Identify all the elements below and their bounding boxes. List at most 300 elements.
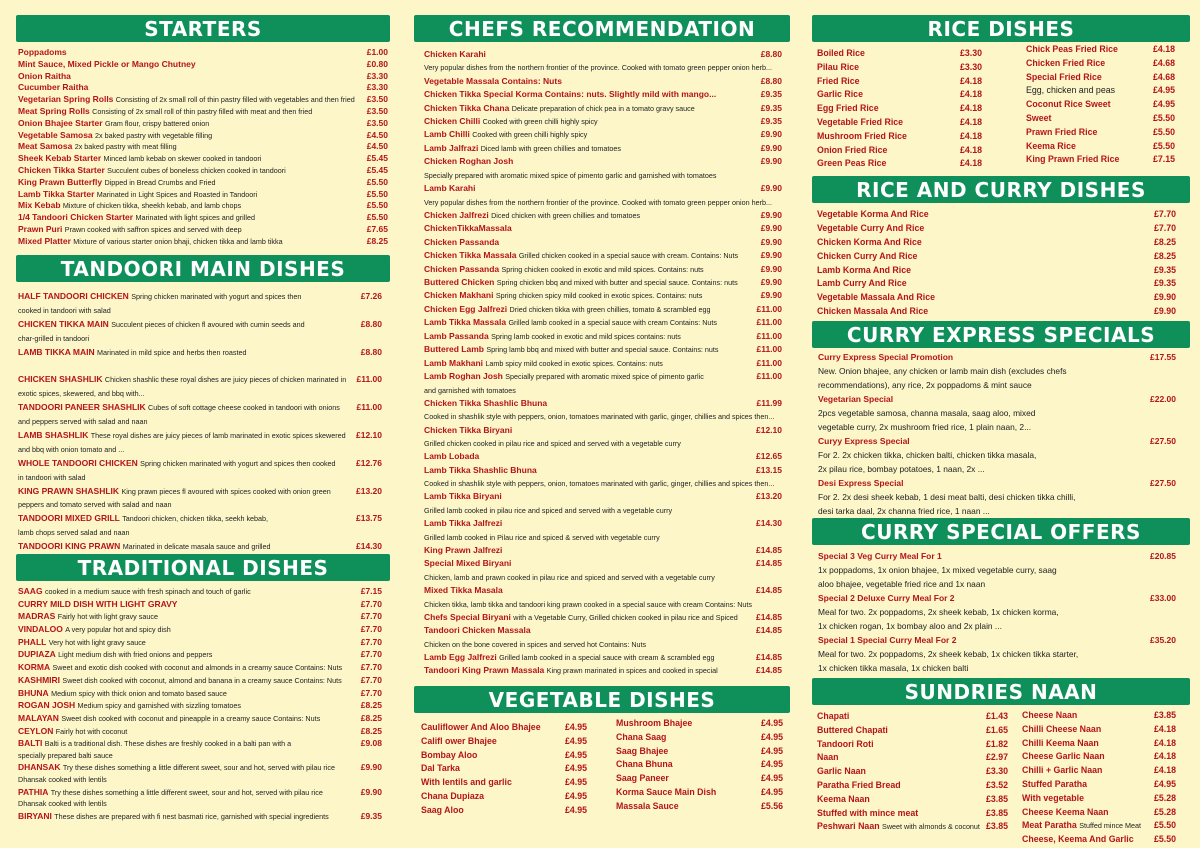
item-price: £11.00: [754, 370, 782, 383]
tandoori-list: [18, 289, 382, 567]
express-list: [818, 350, 1176, 518]
item-description: Spring chicken spicy mild cooked in exotic spices. Contains: nuts: [495, 291, 703, 301]
item-name: Lamb Tikka Jalfrezi: [424, 518, 503, 529]
item-sub-description: Cooked in shashlik style with peppers, onion, tomatoes marinated with garlic, ginger, chillies and spices then...: [424, 412, 775, 422]
item-description: Consisting of 2x small roll of thin pastry filled with vegetables and then fried: [115, 95, 355, 105]
rice-list-left: [817, 47, 982, 171]
item-description: 2x baked pastry with meat filling: [74, 142, 177, 152]
menu-item: [18, 165, 388, 177]
menu-item: [18, 345, 382, 360]
menu-item: [424, 75, 782, 88]
item-price: £13.15: [754, 464, 782, 477]
item-description: Medium spicy with thick onion and tomato based sauce: [51, 688, 227, 698]
item-description: Cooked with green chilli highly spicy: [482, 117, 598, 127]
item-name: Meat Spring Rolls: [18, 105, 90, 116]
item-price: £4.95: [563, 721, 587, 735]
item-price: £4.95: [563, 762, 587, 776]
item-price: £9.90: [759, 222, 782, 235]
menu-item: [1022, 833, 1176, 847]
menu-item: [1026, 153, 1175, 167]
item-price: £11.99: [754, 397, 782, 410]
item-sub-description: Cooked in shashlik style with peppers, onion, tomatoes marinated with garlic, ginger, chillies and spices then...: [424, 479, 775, 489]
item-name: Pilau Rice: [817, 61, 860, 72]
menu-item: [1026, 84, 1175, 98]
menu-item: [616, 731, 783, 745]
item-price: £35.20: [1150, 635, 1176, 645]
menu-item: [424, 222, 782, 235]
item-description: Marinated in mild spice and herbs then roasted: [97, 347, 247, 357]
menu-item: [817, 61, 982, 75]
item-name: ChickenTikkaMassala: [424, 223, 512, 234]
menu-item: [1026, 140, 1175, 154]
item-price: £14.85: [754, 544, 782, 557]
item-price: £5.50: [366, 188, 388, 199]
item-name: Vegetable Massala And Rice: [817, 292, 935, 303]
menu-item: [817, 305, 1176, 319]
item-price: £9.90: [759, 263, 782, 276]
menu-item: [18, 289, 382, 304]
item-price: £13.20: [354, 484, 382, 499]
item-name: PATHIA: [18, 786, 49, 797]
item-name: Cauliflower And Aloo Bhajee: [421, 722, 541, 732]
item-name: Dal Tarka: [421, 763, 460, 774]
item-name: Chicken Makhani: [424, 290, 494, 301]
item-description: Marinated in delicate masala sauce and grilled: [122, 542, 271, 552]
menu-item: [817, 144, 982, 158]
item-description: King prawn marinated in spices and cooked in special: [546, 666, 718, 676]
item-detail-line: For 2. 2x desi sheek kebab, 1 desi meat balti, desi chicken tikka chilli,: [818, 492, 1076, 502]
item-name: BHUNA: [18, 687, 49, 698]
item-name: DUPIAZA: [18, 649, 56, 660]
item-description: Dipped in Bread Crumbs and Fried: [104, 177, 216, 187]
item-description: Diced chicken with green chillies and tomatoes: [491, 210, 641, 220]
menu-item: [818, 350, 1176, 364]
item-description: Spring lamb bbq and mixed with butter and special sauce. Contains: nuts: [486, 345, 719, 355]
item-price: £14.85: [754, 664, 782, 677]
menu-item: [18, 372, 382, 387]
item-name: Paratha Fried Bread: [817, 779, 901, 790]
item-price: £4.50: [366, 129, 388, 140]
item-price: £4.18: [1152, 723, 1176, 737]
menu-item: [18, 712, 382, 725]
item-name: King Prawn Jalfrezi: [424, 544, 503, 555]
menu-item: [18, 130, 388, 142]
menu-item: [424, 276, 782, 289]
item-price: £4.18: [1152, 750, 1176, 764]
item-name: Cheese, Keema And Garlic: [1022, 834, 1134, 845]
item-sub-description: Chicken on the bone covered in spices and served hot Contains: Nuts: [424, 639, 647, 649]
menu-item: [616, 786, 783, 800]
express-header: CURRY EXPRESS SPECIALS: [812, 321, 1190, 348]
menu-item: [424, 397, 782, 410]
menu-item: [818, 392, 1176, 406]
menu-item: [18, 585, 382, 598]
menu-item: [1026, 98, 1175, 112]
item-price: £4.95: [759, 772, 783, 786]
item-description: Diced lamb with green chillies and tomatoes: [480, 143, 621, 153]
menu-item: [424, 128, 782, 141]
item-price: £4.95: [1151, 98, 1175, 112]
item-sub-description: specially prepared balti sauce: [18, 750, 113, 760]
item-description: Mixture of various starter onion bhaji, chicken tikka and lamb tikka: [73, 236, 283, 246]
item-name: SAAG: [18, 586, 43, 596]
menu-item: [817, 222, 1176, 236]
item-name: TANDOORI PANEER SHASHLIK: [18, 402, 146, 413]
item-name: Tandoori Roti: [817, 738, 874, 749]
item-price: £14.85: [754, 557, 782, 570]
item-description: Fairly hot with coconut: [55, 726, 128, 736]
item-price: £8.25: [1152, 250, 1176, 264]
item-name: Vegetable Curry And Rice: [817, 222, 925, 233]
menu-item: [817, 807, 1008, 821]
item-price: £9.35: [1152, 277, 1176, 291]
item-name: Green Peas Rice: [817, 158, 887, 169]
item-sub-description: Very popular dishes from the northern frontier of the province. Cooked with tomato green pepper onion herb...: [424, 197, 772, 207]
item-sub-description: lamb chops served salad and naan: [18, 528, 130, 538]
item-price: £3.30: [958, 47, 982, 61]
item-price: £7.70: [360, 611, 382, 622]
item-sub-description: peppers and tomato served with salad and naan: [18, 500, 172, 510]
menu-item: [18, 236, 388, 248]
item-name: Onion Bhajee Starter: [18, 117, 103, 128]
item-name: Cheese Keema Naan: [1022, 806, 1109, 817]
item-price: £4.95: [563, 776, 587, 790]
menu-item: [817, 710, 1008, 724]
menu-item: [18, 687, 382, 700]
item-name: LAMB TIKKA MAIN: [18, 346, 95, 357]
item-price: £13.75: [354, 511, 382, 526]
menu-item: [1022, 709, 1176, 723]
item-name: DHANSAK: [18, 762, 61, 773]
item-name: Mint Sauce, Mixed Pickle or Mango Chutney: [18, 58, 196, 69]
menu-item: [18, 539, 382, 554]
item-name: Buttered Chapati: [817, 724, 888, 735]
item-price: £9.90: [759, 142, 782, 155]
item-price: £14.30: [354, 539, 382, 554]
item-price: £4.18: [958, 144, 982, 158]
item-name: PHALL: [18, 636, 47, 647]
item-sub-description: Grilled chicken cooked in pilau rice and spiced and served with a vegetable curry: [424, 438, 681, 448]
item-name: Vegetarian Spring Rolls: [18, 94, 114, 105]
menu-item: [817, 75, 982, 89]
item-price: £9.35: [360, 810, 382, 821]
item-name: Coconut Rice Sweet: [1026, 99, 1111, 110]
item-name: BIRYANI: [18, 810, 52, 821]
item-name: Chicken Massala And Rice: [817, 306, 929, 317]
item-detail-line: 1x poppadoms, 1x onion bhajee, 1x mixed vegetable curry, saag: [818, 565, 1057, 575]
item-name: Vegetable Fried Rice: [817, 116, 904, 127]
item-price: £5.56: [759, 800, 783, 814]
starters-list: [18, 47, 388, 248]
spacer: [18, 359, 382, 372]
menu-item: [424, 544, 782, 557]
item-name: Chicken Tikka Massala: [424, 250, 517, 261]
item-price: £4.50: [366, 141, 388, 152]
menu-item: [1026, 43, 1175, 57]
menu-item: [1026, 112, 1175, 126]
item-name: Vegetable Samosa: [18, 129, 93, 140]
item-name: Lamb Tikka Massala: [424, 317, 507, 328]
item-description: Stuffed mince Meat: [1079, 821, 1142, 831]
menu-item: [818, 549, 1176, 563]
item-name: Lamb Korma And Rice: [817, 264, 912, 275]
item-detail-line: New. Onion bhajee, any chicken or lamb main dish (excludes chefs: [818, 366, 1067, 376]
item-name: CEYLON: [18, 725, 54, 736]
menu-item: [817, 102, 982, 116]
item-price: £1.43: [984, 710, 1008, 724]
item-name: Special 3 Veg Curry Meal For 1: [818, 551, 942, 561]
item-name: KORMA: [18, 662, 51, 673]
item-name: Chicken Tikka Shashlic Bhuna: [424, 397, 548, 408]
item-name: Egg Fried Rice: [817, 103, 879, 114]
item-price: £4.95: [1151, 84, 1175, 98]
item-description: Spring chicken bbq and mixed with butter and special sauce. Contains: nuts: [496, 278, 738, 288]
menu-item: [817, 47, 982, 61]
item-description: Sweet dish cooked with coconut, almond and banana in a creamy sauce Contains: Nuts: [62, 675, 342, 685]
item-description: Sweet and exotic dish cooked with coconut and almonds in a creamy sauce Contains: Nuts: [52, 663, 343, 673]
item-name: Special 1 Special Curry Meal For 2: [818, 635, 957, 645]
menu-item: [616, 745, 783, 759]
menu-item: [616, 758, 783, 772]
item-price: £14.85: [754, 611, 782, 624]
rice-list-right: [1026, 43, 1175, 167]
item-name: Onion Fried Rice: [817, 144, 888, 155]
menu-item: [1022, 819, 1176, 833]
menu-item: [817, 751, 1008, 765]
item-name: Mixed Tikka Masala: [424, 585, 503, 596]
menu-item: [421, 735, 587, 749]
item-price: £5.50: [1151, 112, 1175, 126]
item-price: £5.50: [366, 212, 388, 223]
item-price: £9.90: [1152, 291, 1176, 305]
item-price: £4.18: [1152, 764, 1176, 778]
item-description: Prawn cooked with saffron spices and served with deep: [64, 224, 242, 234]
menu-item: [424, 263, 782, 276]
item-price: £3.30: [958, 61, 982, 75]
item-price: £9.35: [759, 115, 782, 128]
item-name: Chicken Passanda: [424, 263, 500, 274]
menu-item: [18, 761, 382, 774]
item-price: £17.55: [1150, 352, 1176, 362]
item-price: £3.30: [984, 765, 1008, 779]
item-name: Chicken Chilli: [424, 116, 481, 127]
item-name: Stuffed Paratha: [1022, 778, 1088, 789]
traditional-header: TRADITIONAL DISHES: [16, 554, 390, 581]
menu-item: [18, 153, 388, 165]
item-name: Buttered Lamb: [424, 344, 484, 355]
item-name: Special 2 Deluxe Curry Meal For 2: [818, 593, 955, 603]
item-price: £9.90: [759, 236, 782, 249]
item-price: £12.10: [754, 424, 782, 437]
menu-item: [817, 291, 1176, 305]
item-description: A very popular hot and spicy dish: [65, 625, 171, 635]
item-name: Lamb Tikka Shashlic Bhuna: [424, 464, 537, 475]
item-price: £7.70: [360, 674, 382, 685]
item-price: £8.25: [360, 700, 382, 711]
menu-item: [817, 88, 982, 102]
item-name: Naan: [817, 752, 839, 763]
item-price: £8.80: [759, 75, 782, 88]
menu-item: [1022, 806, 1176, 820]
naan-header: SUNDRIES NAAN: [812, 678, 1190, 705]
item-detail-line: 2x pilau rice, bombay potatoes, 1 naan, 2x ...: [818, 464, 985, 474]
item-price: £7.70: [1152, 222, 1176, 236]
item-description: King prawn pieces fl avoured with spices cooked with onion green: [121, 486, 331, 496]
item-name: Bombay Aloo: [421, 749, 478, 760]
menu-item: [424, 249, 782, 262]
item-description: Tandoori chicken, chicken tikka, seekh kebab,: [122, 514, 269, 524]
menu-item: [424, 370, 782, 383]
menu-item: [18, 623, 382, 636]
item-price: £5.50: [366, 176, 388, 187]
item-price: £33.00: [1150, 593, 1176, 603]
item-description: cooked in a medium sauce with fresh spinach and touch of garlic: [44, 587, 251, 596]
item-name: Garlic Naan: [817, 766, 866, 777]
item-name: Curry Express Special Promotion: [818, 352, 954, 362]
menu-item: [424, 155, 782, 168]
item-detail-line: desi tarka daal, 2x channa fried rice, 1 naan ...: [818, 506, 990, 516]
item-price: £8.25: [360, 725, 382, 736]
item-price: £3.30: [366, 70, 388, 81]
item-detail-line: 1x chicken tikka masala, 1x chicken balti: [818, 663, 969, 673]
naan-list-right: [1022, 709, 1176, 847]
item-name: Poppadoms: [18, 47, 67, 57]
menu-item: [424, 517, 782, 530]
item-description: Cubes of soft cottage cheese cooked in tandoori with onions: [148, 403, 340, 413]
item-name: Onion Raitha: [18, 70, 71, 81]
menu-item: [421, 749, 587, 763]
menu-item: [1026, 57, 1175, 71]
item-name: Sweet: [1026, 112, 1052, 123]
item-price: £12.65: [754, 450, 782, 463]
menu-item: [18, 725, 382, 738]
item-price: £0.80: [366, 58, 388, 69]
item-name: Special Fried Rice: [1026, 71, 1102, 82]
item-name: KASHMIRI: [18, 674, 61, 685]
item-name: CHICKEN SHASHLIK: [18, 374, 103, 385]
menu-item: [817, 236, 1176, 250]
menu-item: [424, 115, 782, 128]
item-price: £9.90: [1152, 305, 1176, 319]
item-description: Succulent pieces of chicken fl avoured with cumin seeds and: [111, 319, 305, 329]
item-description: Spring chicken marinated with yogurt and spices then cooked: [140, 458, 336, 468]
item-description: Grilled lamb cooked in a special sauce with cream Contains: Nuts: [508, 318, 717, 328]
menu-item: [424, 424, 782, 437]
item-description: Balti is a traditional dish. These dishes are freshly cooked in a balti pan with a: [44, 739, 292, 749]
item-price: £4.95: [759, 786, 783, 800]
menu-item: [424, 651, 782, 664]
item-name: Vegetable Korma And Rice: [817, 209, 929, 219]
menu-item: [18, 317, 382, 332]
item-name: Prawn Fried Rice: [1026, 126, 1098, 137]
item-description: Try these dishes something a little different sweet, sour and hot, served with pilau rice: [50, 787, 323, 797]
item-name: Saag Paneer: [616, 773, 669, 784]
item-price: £4.18: [958, 102, 982, 116]
menu-item: [1022, 750, 1176, 764]
item-description: with a Vegetable Curry, Grilled chicken cooked in pilau rice and Spiced: [513, 612, 738, 622]
item-name: Chicken Tikka Chana: [424, 102, 510, 113]
item-detail-line: recommendations), any rice, 2x poppadoms & mint sauce: [818, 380, 1032, 390]
item-name: Sheek Kebab Starter: [18, 153, 102, 164]
menu-item: [18, 428, 382, 443]
item-name: King Prawn Butterfly: [18, 176, 103, 187]
item-price: £8.25: [1152, 236, 1176, 250]
item-description: Grilled chicken cooked in a special sauce with cream. Contains: Nuts: [518, 251, 739, 261]
item-name: Stuffed with mince meat: [817, 807, 919, 818]
menu-item: [424, 330, 782, 343]
menu-item: [424, 316, 782, 329]
item-price: £9.35: [759, 102, 782, 115]
menu-item: [18, 47, 388, 59]
menu-item: [1026, 126, 1175, 140]
item-price: £22.00: [1150, 394, 1176, 404]
item-price: £14.85: [754, 584, 782, 597]
item-price: £11.00: [354, 400, 382, 415]
item-price: £9.08: [360, 738, 382, 749]
item-name: Special Mixed Biryani: [424, 558, 512, 569]
vegetable-header: VEGETABLE DISHES: [414, 686, 790, 713]
item-price: £4.95: [759, 731, 783, 745]
menu-item: [817, 820, 1008, 834]
item-price: £8.25: [360, 712, 382, 723]
item-name: Boiled Rice: [817, 48, 865, 58]
item-price: £4.18: [958, 130, 982, 144]
item-name: Buttered Chicken: [424, 277, 495, 288]
item-name: Lamb Jalfrazi: [424, 142, 479, 153]
item-price: £14.85: [754, 651, 782, 664]
item-name: WHOLE TANDOORI CHICKEN: [18, 457, 138, 468]
item-price: £27.50: [1150, 436, 1176, 446]
item-price: £9.90: [759, 155, 782, 168]
item-name: Chana Dupiaza: [421, 790, 485, 801]
item-sub-description: Very popular dishes from the northern frontier of the province. Cooked with tomato green pepper onion herb...: [424, 63, 772, 73]
menu-item: [818, 434, 1176, 448]
offers-header: CURRY SPECIAL OFFERS: [812, 518, 1190, 545]
item-price: £7.70: [360, 662, 382, 673]
menu-item: [18, 177, 388, 189]
menu-item: [424, 303, 782, 316]
item-price: £7.70: [360, 598, 382, 609]
menu-item: [424, 611, 782, 624]
item-sub-description: Dhansak cooked with lentils: [18, 799, 107, 809]
item-price: £7.70: [1152, 208, 1176, 222]
item-price: £11.00: [754, 303, 782, 316]
item-price: £4.68: [1151, 71, 1175, 85]
item-price: £1.65: [984, 724, 1008, 738]
item-price: £7.15: [1151, 153, 1175, 167]
item-name: MALAYAN: [18, 712, 59, 723]
item-price: £4.18: [1152, 737, 1176, 751]
item-price: £20.85: [1150, 551, 1176, 561]
item-description: Gram flour, crispy battered onion: [104, 118, 210, 128]
menu-item: [817, 793, 1008, 807]
menu-item: [18, 106, 388, 118]
menu-item: [817, 738, 1008, 752]
item-price: £3.50: [366, 117, 388, 128]
naan-list-left: [817, 710, 1008, 834]
menu-item: [424, 236, 782, 249]
chefs-list: [424, 48, 782, 678]
item-name: Lamb Tikka Biryani: [424, 491, 502, 502]
item-description: These dishes are prepared with fi nest basmati rice, garnished with special ingredients: [54, 811, 329, 821]
menu-item: [1022, 764, 1176, 778]
item-name: Chicken Fried Rice: [1026, 57, 1106, 68]
item-price: £2.97: [984, 751, 1008, 765]
item-name: Califl ower Bhajee: [421, 735, 497, 746]
item-price: £1.00: [366, 47, 388, 57]
menu-item: [18, 224, 388, 236]
item-name: Chick Peas Fried Rice: [1026, 44, 1118, 54]
